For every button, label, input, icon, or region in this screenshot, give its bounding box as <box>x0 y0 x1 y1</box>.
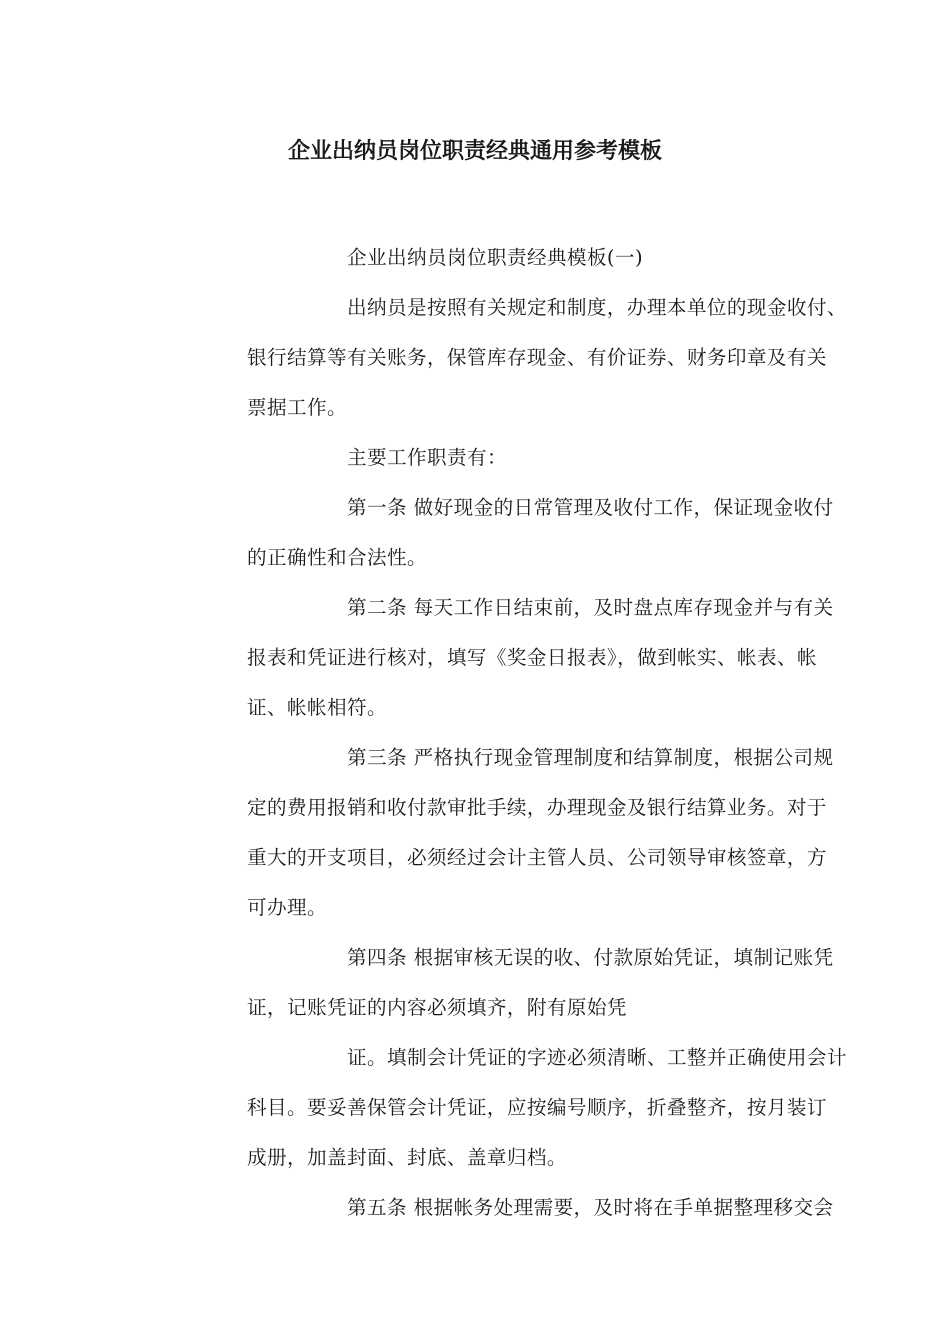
text-line: 第二条 每天工作日结束前，及时盘点库存现金并与有关 <box>347 596 834 619</box>
text-line: 第三条 严格执行现金管理制度和结算制度，根据公司规 <box>347 746 834 769</box>
paragraph-article-2 <box>147 583 834 733</box>
text-line: 主要工作职责有： <box>347 446 507 469</box>
text-line: 成册，加盖封面、封底、盖章归档。 <box>247 1146 567 1169</box>
text-line: 第四条 根据审核无误的收、付款原始凭证，填制记账凭 <box>347 946 834 969</box>
text-line: 银行结算等有关账务，保管库存现金、有价证券、财务印章及有关 <box>247 346 827 369</box>
paragraph-article-3 <box>147 733 834 933</box>
text-line: 定的费用报销和收付款审批手续，办理现金及银行结算业务。对于 <box>247 796 827 819</box>
page-title: 企业出纳员岗位职责经典通用参考模板 <box>287 139 662 164</box>
text-line: 票据工作。 <box>247 396 347 419</box>
paragraph-article-4 <box>147 933 834 1033</box>
document-body <box>147 233 847 1233</box>
paragraph-article-1 <box>147 483 834 583</box>
paragraph-duties-heading <box>147 433 807 483</box>
text-line: 出纳员是按照有关规定和制度，办理本单位的现金收付、 <box>347 296 847 319</box>
text-line: 重大的开支项目，必须经过会计主管人员、公司领导审核签章，方 <box>247 846 827 869</box>
paragraph-article-4-continued <box>147 1033 847 1183</box>
text-line: 科目。要妥善保管会计凭证，应按编号顺序，折叠整齐，按月装订 <box>247 1096 827 1119</box>
text-line: 报表和凭证进行核对，填写《奖金日报表》，做到帐实、帐表、帐 <box>247 646 818 669</box>
paragraph-heading-template-1 <box>147 233 807 283</box>
text-line: 第一条 做好现金的日常管理及收付工作，保证现金收付 <box>347 496 834 519</box>
text-line: 第五条 根据帐务处理需要，及时将在手单据整理移交会 <box>347 1196 834 1219</box>
text-line: 企业出纳员岗位职责经典模板(一) <box>347 246 644 269</box>
paragraph-article-5 <box>147 1183 834 1233</box>
text-line: 证、帐帐相符。 <box>247 696 387 719</box>
text-line: 证，记账凭证的内容必须填齐，附有原始凭 <box>247 996 627 1019</box>
text-line: 可办理。 <box>247 896 327 919</box>
paragraph-intro <box>147 283 847 433</box>
text-line: 的正确性和合法性。 <box>247 546 427 569</box>
text-line: 证。填制会计凭证的字迹必须清晰、工整并正确使用会计 <box>347 1046 847 1069</box>
